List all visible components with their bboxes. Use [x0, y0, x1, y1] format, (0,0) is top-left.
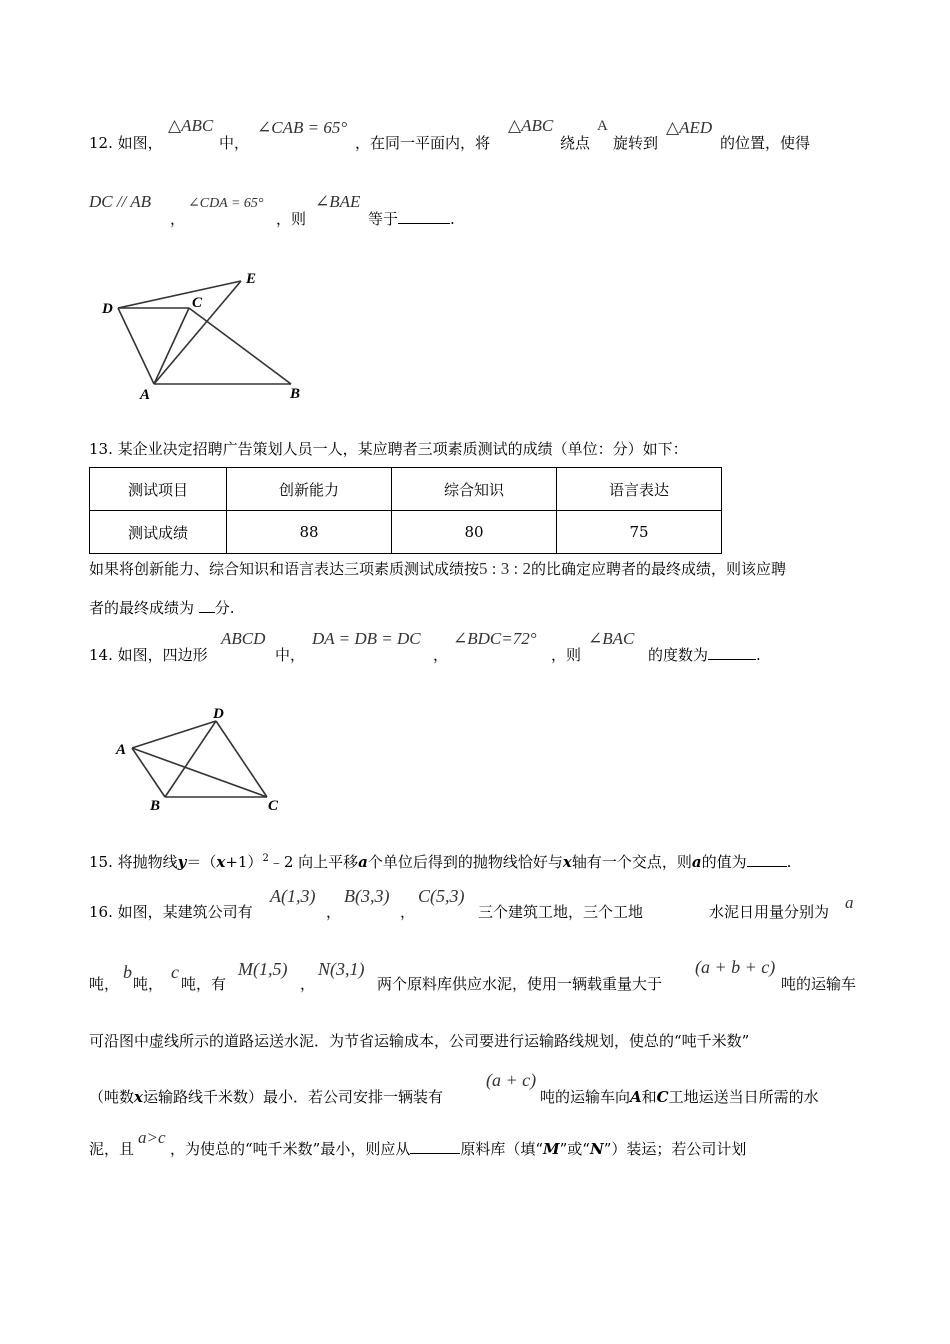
q14-label-d: D [213, 706, 224, 722]
q12-angle-cda: ∠CDA = 65° [188, 196, 264, 211]
q16-line5-b [170, 1138, 746, 1159]
q15-superscript: 2 [262, 853, 269, 864]
q16-var-x: x [134, 1088, 143, 1106]
q15-var-y: y [177, 853, 187, 871]
q14-comma: ， [433, 646, 449, 664]
q16-text-17: ”或“ [559, 1140, 590, 1158]
q14-angle-bdc: ∠BDC=72° [453, 629, 537, 648]
q13-ratio: 5 : 3 : 2 [479, 559, 531, 578]
q16-comma-2: ， [400, 903, 416, 921]
q12-label-b: B [290, 386, 301, 402]
q12-point-a: A [597, 118, 608, 134]
q14-label-b: B [150, 798, 161, 814]
q12-label-a: A [140, 387, 151, 403]
q15-text-3: +1） [225, 853, 263, 871]
q14-quad-abcd: ABCD [221, 629, 266, 648]
table-header-cell: 创新能力 [227, 468, 392, 511]
q16-var-a-site: A [630, 1088, 642, 1106]
q12-triangle-abc: △ABC [168, 116, 214, 135]
q12-label-e: E [246, 271, 257, 287]
q13-line-2 [89, 597, 235, 618]
q15-text-1: 15. 将抛物线 [89, 853, 178, 871]
q12-seg-ca [154, 308, 189, 384]
q16-comma-3: ， [300, 975, 316, 993]
q14-seg-dc [216, 721, 267, 797]
q12-figure [96, 265, 316, 405]
table-cell: 75 [557, 511, 722, 554]
q14-equal-sides: DA = DB = DC [312, 629, 421, 648]
q16-text-10: 运输路线千米数）最小．若公司安排一辆装有 [142, 1088, 443, 1106]
q16-line4-a [89, 1086, 443, 1107]
q14-text-du: 的度数为 [648, 646, 709, 664]
q12-text-3: 旋转到 [613, 134, 659, 152]
q12-line1 [89, 132, 163, 153]
q14-text-num: 14. 如图，四边形 [89, 646, 208, 664]
q16-text-1: 16. 如图，某建筑公司有 [89, 903, 253, 921]
q16-var-c-site: C [656, 1088, 669, 1106]
table-row [90, 511, 722, 554]
q14-seg-db [165, 721, 216, 797]
q12-answer-blank [398, 209, 450, 224]
q13-question: 13. 某企业决定招聘广告策划人员一人，某应聘者三项素质测试的成绩（单位：分）如下： [89, 440, 688, 458]
q12-text-2: 绕点 [560, 134, 591, 152]
q14-text-2 [648, 644, 761, 665]
table-header-cell: 语言表达 [557, 468, 722, 511]
table-header-cell: 综合知识 [392, 468, 557, 511]
q12-triangle-abc-2: △ABC [508, 116, 554, 135]
q12-text-deng: 等于 [368, 210, 399, 228]
q16-text-7: 两个原料库供应水泥，使用一辆载重量大于 [377, 975, 663, 993]
q16-var-a: a [845, 893, 854, 912]
q12-angle-bae: ∠BAE [315, 192, 361, 211]
q13-text-d: 分. [214, 599, 235, 617]
q15-var-a2: a [691, 853, 702, 871]
q12-text-1: ，在同一平面内，将 [355, 134, 491, 152]
q13-line-1 [89, 558, 786, 579]
q16-var-b: b [123, 962, 132, 982]
q12-text-zhong: 中， [219, 134, 250, 152]
q15-var-a: a [358, 853, 368, 871]
q16-line-3: 可沿图中虚线所示的道路运送水泥．为节省运输成本，公司要进行运输路线规划，使总的“吨千米数” [89, 1032, 750, 1050]
q16-point-c: C(5,3) [418, 886, 465, 906]
table-cell: 80 [392, 511, 557, 554]
q16-text-12: 和 [641, 1088, 657, 1106]
q14-label-a: A [116, 742, 127, 758]
q15-var-x2: x [562, 853, 572, 871]
q12-seg-da [118, 308, 154, 384]
q15-line [89, 851, 791, 872]
q14-answer-blank [708, 645, 756, 660]
q14-text-1: ，则 [551, 646, 582, 664]
q12-seg-cb [189, 308, 291, 384]
q15-var-x: x [216, 853, 226, 871]
q12-label-d: D [102, 301, 113, 317]
q16-answer-blank [410, 1139, 460, 1154]
q15-answer-blank [747, 852, 787, 867]
table-row [90, 468, 722, 511]
q16-text-15: ，为使总的“吨千米数”最小，则应从 [170, 1140, 411, 1158]
q16-text-11: 吨的运输车向 [540, 1088, 631, 1106]
q16-text-13: 工地运送当日所需的水 [668, 1088, 819, 1106]
q16-option-n: N [589, 1140, 604, 1158]
q14-period: . [756, 646, 761, 664]
q12-angle-cab: ∠CAB = 65° [257, 118, 348, 137]
q16-text-9: （吨数 [89, 1088, 135, 1106]
q16-var-c: c [171, 962, 179, 982]
q16-text-5: 吨， [133, 975, 164, 993]
q14-text-zhong: 中， [275, 646, 306, 664]
q16-a-greater-c: a>c [138, 1128, 166, 1147]
q12-text-4: 的位置，使得 [720, 134, 811, 152]
q14-seg-ad [132, 721, 216, 748]
q16-text-6: 吨，有 [181, 975, 227, 993]
q12-period: . [450, 210, 455, 228]
q14-seg-ac [132, 748, 267, 797]
q16-point-a: A(1,3) [270, 886, 316, 906]
q14-label-c: C [268, 798, 279, 814]
q16-text-14: 泥，且 [89, 1140, 135, 1158]
q14-figure [110, 704, 290, 814]
q16-text-16: 原料库（填“ [460, 1140, 544, 1158]
q16-text-4: 吨， [89, 975, 120, 993]
q12-label-c: C [192, 295, 203, 311]
q12-number: 12. 如图， [89, 134, 163, 152]
q16-point-b: B(3,3) [344, 886, 390, 906]
q15-text-5: 个单位后得到的抛物线恰好与 [367, 853, 563, 871]
q15-text-2: ＝（ [186, 853, 217, 871]
q15-text-6: 轴有一个交点，则 [571, 853, 692, 871]
q16-sum-abc: (a + b + c) [695, 957, 776, 977]
q13-text-c: 者的最终成绩为 [89, 599, 195, 617]
q12-text-6 [368, 208, 455, 229]
q16-text-18: ”）装运；若公司计划 [603, 1140, 747, 1158]
q14-seg-ab [132, 748, 165, 797]
q16-comma-1: ， [326, 903, 342, 921]
table-header-cell: 测试项目 [90, 468, 227, 511]
q12-comma: ， [170, 210, 186, 228]
q16-text-8: 吨的运输车 [781, 975, 857, 993]
q13-text-b: 的比确定应聘者的最终成绩，则该应聘 [530, 560, 786, 578]
q15-period: . [786, 853, 792, 871]
q16-text-2: 三个建筑工地，三个工地 [478, 903, 644, 921]
q16-point-n: N(3,1) [318, 959, 365, 979]
q16-sum-ac: (a + c) [486, 1070, 537, 1090]
q15-text-7: 的值为 [701, 853, 747, 871]
q12-dc-parallel-ab: DC // AB [89, 192, 152, 211]
q14-angle-bac: ∠BAC [588, 629, 635, 648]
q16-line4-b [540, 1086, 819, 1107]
q16-point-m: M(1,5) [238, 959, 288, 979]
q15-text-4: ﹣2 向上平移 [268, 853, 359, 871]
table-cell: 88 [227, 511, 392, 554]
q12-text-5: ，则 [276, 210, 307, 228]
q12-triangle-aed: △AED [666, 118, 713, 137]
q13-answer-blank [199, 598, 215, 613]
q16-text-3: 水泥日用量分别为 [709, 903, 830, 921]
q13-text-a: 如果将创新能力、综合知识和语言表达三项素质测试成绩按 [89, 560, 480, 578]
q16-option-m: M [543, 1140, 560, 1158]
q13-score-table [89, 467, 722, 554]
table-cell: 测试成绩 [90, 511, 227, 554]
